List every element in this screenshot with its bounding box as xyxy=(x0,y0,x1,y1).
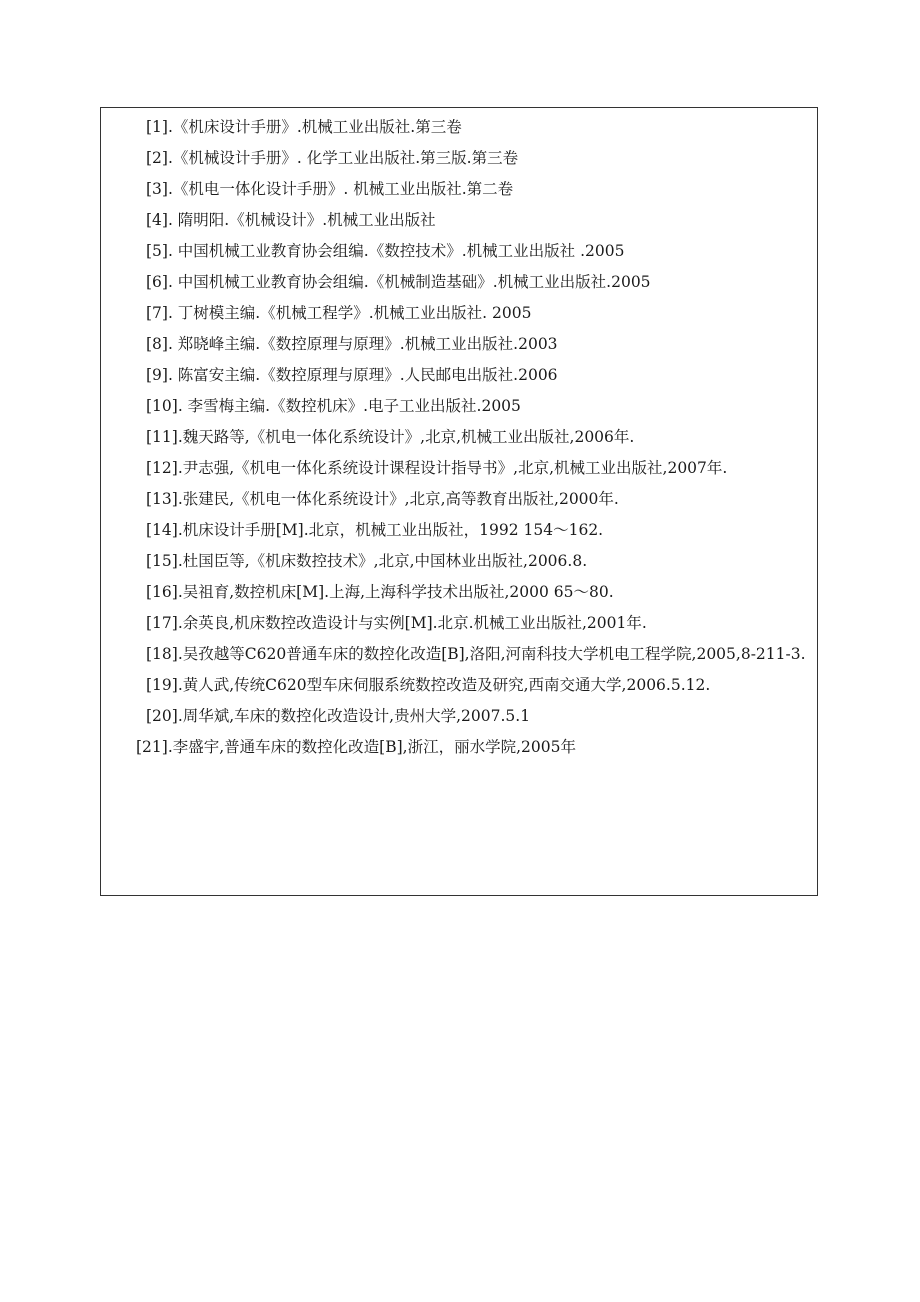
reference-item: [15].杜国臣等,《机床数控技术》,北京,中国林业出版社,2006.8. xyxy=(146,552,588,570)
reference-item: [18].吴孜越等C620普通车床的数控化改造[B],洛阳,河南科技大学机电工程学院,2005,8-211-3. xyxy=(146,645,806,663)
reference-item: [17].余英良,机床数控改造设计与实例[M].北京.机械工业出版社,2001年. xyxy=(146,614,647,632)
reference-item: [8]. 郑晓峰主编.《数控原理与原理》.机械工业出版社.2003 xyxy=(146,335,558,353)
reference-item: [2].《机械设计手册》. 化学工业出版社.第三版.第三卷 xyxy=(146,149,519,167)
reference-item: [14].机床设计手册[M].北京，机械工业出版社，1992 154～162. xyxy=(146,521,604,539)
reference-item: [16].吴祖育,数控机床[M].上海,上海科学技术出版社,2000 65～80. xyxy=(146,583,614,601)
reference-item: [1].《机床设计手册》.机械工业出版社.第三卷 xyxy=(146,118,462,136)
reference-item: [12].尹志强,《机电一体化系统设计课程设计指导书》,北京,机械工业出版社,2007年. xyxy=(146,459,728,477)
reference-item: [7]. 丁树模主编.《机械工程学》.机械工业出版社. 2005 xyxy=(146,304,532,322)
reference-item: [21].李盛宇,普通车床的数控化改造[B],浙江，丽水学院,2005年 xyxy=(136,738,576,756)
reference-item: [13].张建民,《机电一体化系统设计》,北京,高等教育出版社,2000年. xyxy=(146,490,619,508)
reference-item: [9]. 陈富安主编.《数控原理与原理》.人民邮电出版社.2006 xyxy=(146,366,558,384)
references-box xyxy=(100,107,818,896)
reference-item: [19].黄人武,传统C620型车床伺服系统数控改造及研究,西南交通大学,2006.5.12. xyxy=(146,676,711,694)
reference-item: [20].周华斌,车床的数控化改造设计,贵州大学,2007.5.1 xyxy=(146,707,531,725)
reference-item: [6]. 中国机械工业教育协会组编.《机械制造基础》.机械工业出版社.2005 xyxy=(146,273,651,291)
reference-item: [5]. 中国机械工业教育协会组编.《数控技术》.机械工业出版社 .2005 xyxy=(146,242,625,260)
reference-item: [11].魏天路等,《机电一体化系统设计》,北京,机械工业出版社,2006年. xyxy=(146,428,635,446)
reference-item: [10]. 李雪梅主编.《数控机床》.电子工业出版社.2005 xyxy=(146,397,521,415)
reference-item: [4]. 隋明阳.《机械设计》.机械工业出版社 xyxy=(146,211,436,229)
reference-item: [3].《机电一体化设计手册》. 机械工业出版社.第二卷 xyxy=(146,180,514,198)
